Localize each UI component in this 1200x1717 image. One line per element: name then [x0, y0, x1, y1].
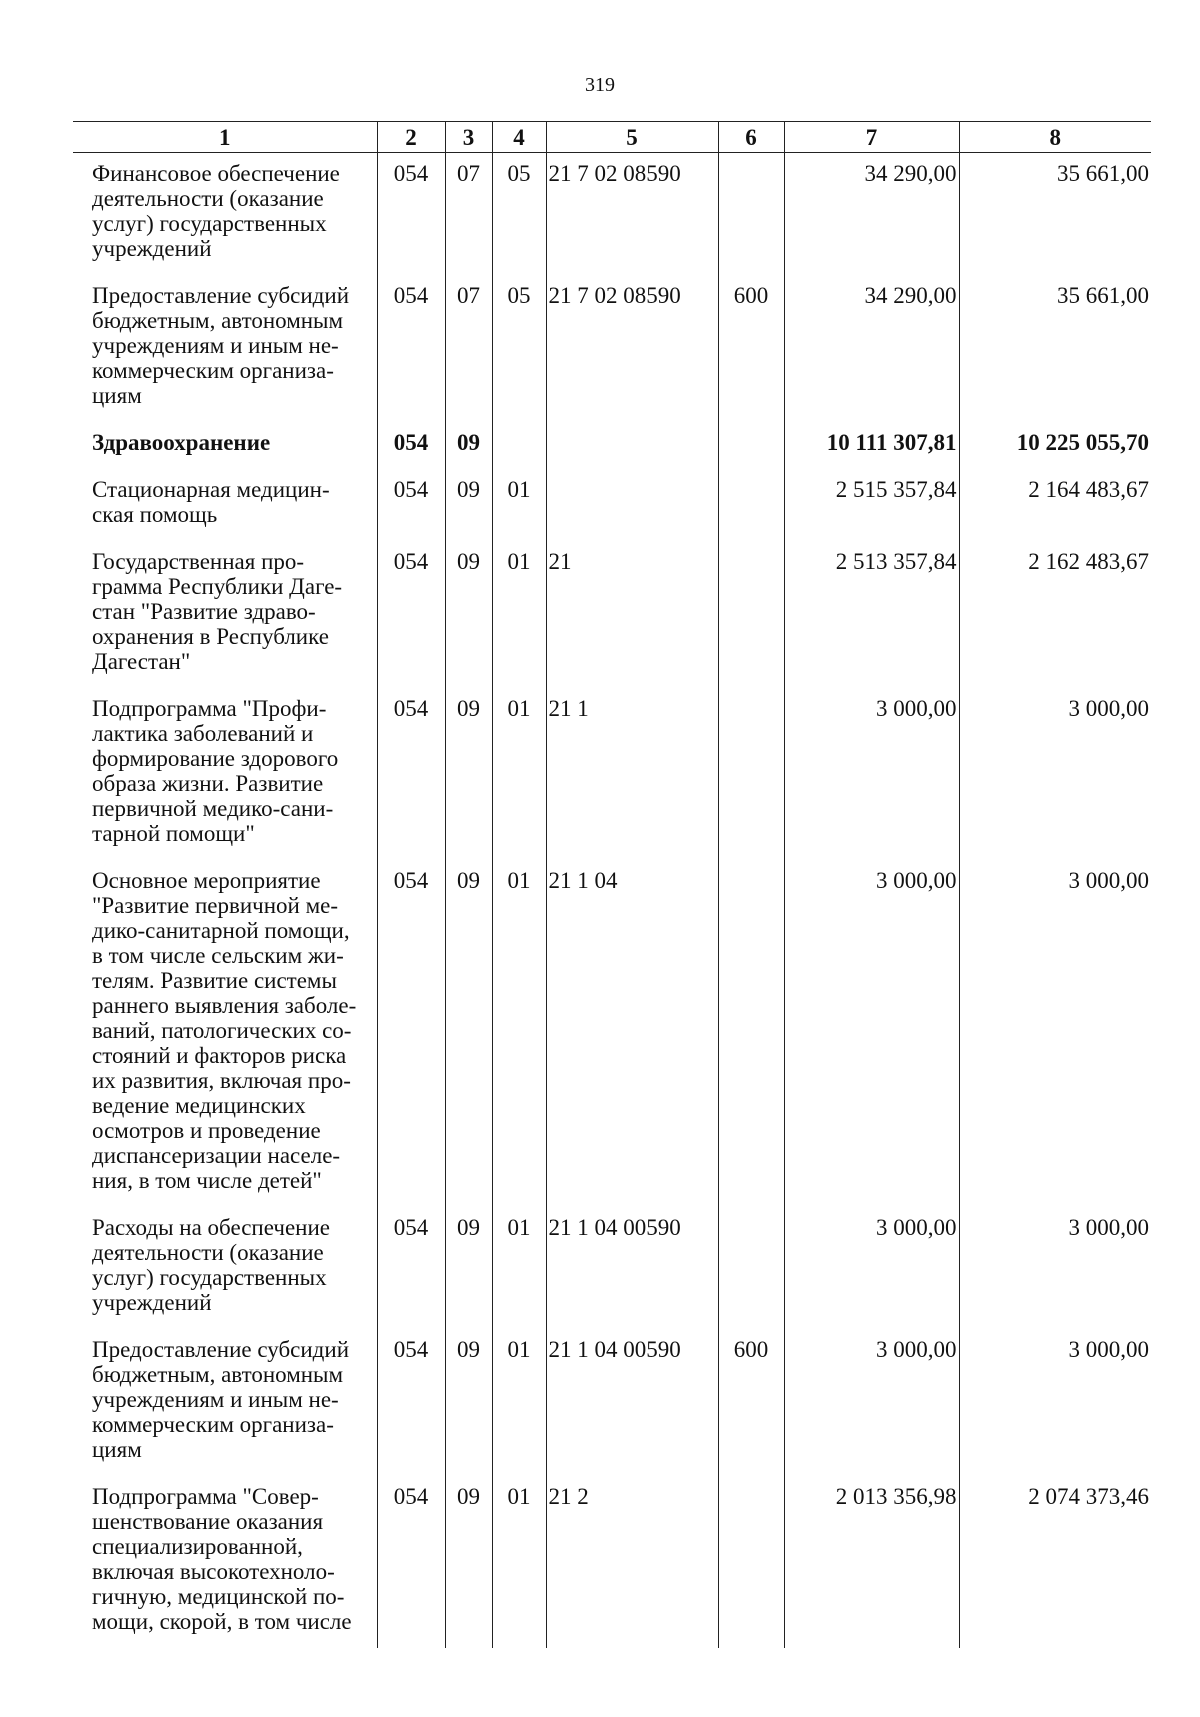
ministry-code-cell: 054	[377, 860, 445, 1207]
row-name-line: осмотров и проведение	[92, 1118, 321, 1143]
row-name-line: лактика заболеваний и	[92, 721, 314, 746]
expense-type-cell	[718, 422, 784, 469]
column-header: 7	[784, 122, 959, 153]
section-code-cell: 09	[445, 1476, 492, 1648]
row-name-line: Дагестан"	[92, 649, 191, 674]
table-row	[73, 275, 1151, 422]
row-name-line: циям	[92, 1437, 142, 1462]
section-code-cell: 07	[445, 275, 492, 422]
row-name-line: Подпрограмма "Профи-	[92, 696, 327, 721]
row-name-line: первичной медико-сани-	[92, 796, 334, 821]
row-name-cell	[73, 469, 377, 541]
row-name-line: шенствование оказания	[92, 1509, 324, 1534]
row-name-line: бюджетным, автономным	[92, 308, 344, 333]
row-name-line: в том числе сельским жи-	[92, 943, 344, 968]
target-article-cell: 21 7 02 08590	[546, 275, 718, 422]
expense-type-cell	[718, 541, 784, 688]
table-row	[73, 860, 1151, 1207]
row-name-line: коммерческим организа-	[92, 358, 334, 383]
row-name-line: циям	[92, 383, 142, 408]
target-article-cell	[546, 469, 718, 541]
expense-type-cell: 600	[718, 275, 784, 422]
row-name-cell	[73, 688, 377, 860]
row-name-line: тарной помощи"	[92, 821, 255, 846]
table-row	[73, 422, 1151, 469]
target-article-cell: 21 1 04 00590	[546, 1329, 718, 1476]
section-code-cell: 09	[445, 541, 492, 688]
amount-year1-cell: 2 513 357,84	[784, 541, 959, 688]
ministry-code-cell: 054	[377, 469, 445, 541]
target-article-cell: 21	[546, 541, 718, 688]
row-name-line: гичную, медицинской по-	[92, 1584, 345, 1609]
row-name-line: Основное мероприятие	[92, 868, 321, 893]
expense-type-cell	[718, 860, 784, 1207]
table-row	[73, 153, 1151, 276]
row-name-line: ведение медицинских	[92, 1093, 306, 1118]
row-name-line: Финансовое обеспечение	[92, 161, 340, 186]
ministry-code-cell: 054	[377, 1329, 445, 1476]
amount-year1-cell: 34 290,00	[784, 275, 959, 422]
amount-year1-cell: 10 111 307,81	[784, 422, 959, 469]
row-name-line: Предоставление субсидий	[92, 283, 349, 308]
column-header: 8	[959, 122, 1151, 153]
row-name-line: Расходы на обеспечение	[92, 1215, 330, 1240]
subsection-code-cell: 01	[492, 860, 546, 1207]
row-name-line: учреждениям и иным не-	[92, 333, 339, 358]
table-row	[73, 1476, 1151, 1648]
row-name-line: учреждений	[92, 1290, 212, 1315]
ministry-code-cell: 054	[377, 1207, 445, 1329]
amount-year1-cell: 3 000,00	[784, 1207, 959, 1329]
section-code-cell: 09	[445, 860, 492, 1207]
row-name-cell	[73, 1207, 377, 1329]
amount-year2-cell: 2 162 483,67	[959, 541, 1151, 688]
subsection-code-cell: 01	[492, 1329, 546, 1476]
row-name-line: Здравоохранение	[92, 430, 271, 455]
row-name-line: мощи, скорой, в том числе	[92, 1609, 352, 1634]
amount-year1-cell: 34 290,00	[784, 153, 959, 276]
subsection-code-cell: 05	[492, 153, 546, 276]
expense-type-cell: 600	[718, 1329, 784, 1476]
row-name-cell	[73, 541, 377, 688]
column-header: 6	[718, 122, 784, 153]
row-name-line: специализированной,	[92, 1534, 303, 1559]
subsection-code-cell: 01	[492, 469, 546, 541]
target-article-cell: 21 7 02 08590	[546, 153, 718, 276]
expense-type-cell	[718, 1476, 784, 1648]
subsection-code-cell: 01	[492, 541, 546, 688]
amount-year2-cell: 10 225 055,70	[959, 422, 1151, 469]
row-name-cell	[73, 422, 377, 469]
row-name-line: ния, в том числе детей"	[92, 1168, 322, 1193]
row-name-cell	[73, 860, 377, 1207]
section-code-cell: 09	[445, 1207, 492, 1329]
budget-table	[73, 121, 1151, 1648]
table-row	[73, 1207, 1151, 1329]
row-name-line: услуг) государственных	[92, 211, 327, 236]
row-name-line: услуг) государственных	[92, 1265, 327, 1290]
amount-year1-cell: 3 000,00	[784, 860, 959, 1207]
row-name-line: учреждениям и иным не-	[92, 1387, 339, 1412]
subsection-code-cell: 05	[492, 275, 546, 422]
expense-type-cell	[718, 1207, 784, 1329]
row-name-cell	[73, 275, 377, 422]
row-name-line: ваний, патологических со-	[92, 1018, 352, 1043]
target-article-cell: 21 1 04 00590	[546, 1207, 718, 1329]
header-row	[73, 122, 1151, 153]
row-name-line: Подпрограмма "Совер-	[92, 1484, 319, 1509]
row-name-line: грамма Республики Даге-	[92, 574, 343, 599]
subsection-code-cell: 01	[492, 1207, 546, 1329]
ministry-code-cell: 054	[377, 153, 445, 276]
row-name-line: деятельности (оказание	[92, 1240, 324, 1265]
page-number: 319	[585, 74, 615, 96]
amount-year2-cell: 35 661,00	[959, 275, 1151, 422]
ministry-code-cell: 054	[377, 275, 445, 422]
row-name-line: стан "Развитие здраво-	[92, 599, 316, 624]
expense-type-cell	[718, 153, 784, 276]
section-code-cell: 09	[445, 1329, 492, 1476]
row-name-line: Стационарная медицин-	[92, 477, 330, 502]
section-code-cell: 09	[445, 422, 492, 469]
subsection-code-cell: 01	[492, 688, 546, 860]
ministry-code-cell: 054	[377, 1476, 445, 1648]
table-row	[73, 688, 1151, 860]
row-name-line: раннего выявления заболе-	[92, 993, 357, 1018]
row-name-line: охранения в Республике	[92, 624, 329, 649]
row-name-line: учреждений	[92, 236, 212, 261]
row-name-cell	[73, 1329, 377, 1476]
amount-year2-cell: 3 000,00	[959, 1329, 1151, 1476]
target-article-cell: 21 1	[546, 688, 718, 860]
section-code-cell: 09	[445, 469, 492, 541]
row-name-cell	[73, 153, 377, 276]
section-code-cell: 09	[445, 688, 492, 860]
table-row	[73, 469, 1151, 541]
subsection-code-cell	[492, 422, 546, 469]
row-name-line: стояний и факторов риска	[92, 1043, 347, 1068]
table-row	[73, 541, 1151, 688]
row-name-line: ская помощь	[92, 502, 218, 527]
amount-year2-cell: 3 000,00	[959, 860, 1151, 1207]
row-name-line: их развития, включая про-	[92, 1068, 351, 1093]
row-name-line: диспансеризации населе-	[92, 1143, 341, 1168]
column-header: 2	[377, 122, 445, 153]
ministry-code-cell: 054	[377, 422, 445, 469]
row-name-line: коммерческим организа-	[92, 1412, 334, 1437]
row-name-cell	[73, 1476, 377, 1648]
amount-year1-cell: 2 013 356,98	[784, 1476, 959, 1648]
row-name-line: дико-санитарной помощи,	[92, 918, 350, 943]
row-name-line: включая высокотехноло-	[92, 1559, 335, 1584]
column-header: 4	[492, 122, 546, 153]
amount-year2-cell: 3 000,00	[959, 688, 1151, 860]
amount-year2-cell: 2 074 373,46	[959, 1476, 1151, 1648]
column-header: 5	[546, 122, 718, 153]
amount-year1-cell: 2 515 357,84	[784, 469, 959, 541]
row-name-line: телям. Развитие системы	[92, 968, 337, 993]
table-row	[73, 1329, 1151, 1476]
row-name-line: деятельности (оказание	[92, 186, 324, 211]
column-header: 1	[73, 122, 377, 153]
amount-year2-cell: 2 164 483,67	[959, 469, 1151, 541]
row-name-line: бюджетным, автономным	[92, 1362, 344, 1387]
section-code-cell: 07	[445, 153, 492, 276]
amount-year2-cell: 35 661,00	[959, 153, 1151, 276]
target-article-cell: 21 1 04	[546, 860, 718, 1207]
ministry-code-cell: 054	[377, 541, 445, 688]
target-article-cell	[546, 422, 718, 469]
amount-year1-cell: 3 000,00	[784, 1329, 959, 1476]
row-name-line: Государственная про-	[92, 549, 305, 574]
row-name-line: образа жизни. Развитие	[92, 771, 324, 796]
column-header: 3	[445, 122, 492, 153]
amount-year1-cell: 3 000,00	[784, 688, 959, 860]
row-name-line: формирование здорового	[92, 746, 339, 771]
target-article-cell: 21 2	[546, 1476, 718, 1648]
expense-type-cell	[718, 469, 784, 541]
row-name-line: Предоставление субсидий	[92, 1337, 349, 1362]
ministry-code-cell: 054	[377, 688, 445, 860]
subsection-code-cell: 01	[492, 1476, 546, 1648]
expense-type-cell	[718, 688, 784, 860]
row-name-line: "Развитие первичной ме-	[92, 893, 339, 918]
amount-year2-cell: 3 000,00	[959, 1207, 1151, 1329]
